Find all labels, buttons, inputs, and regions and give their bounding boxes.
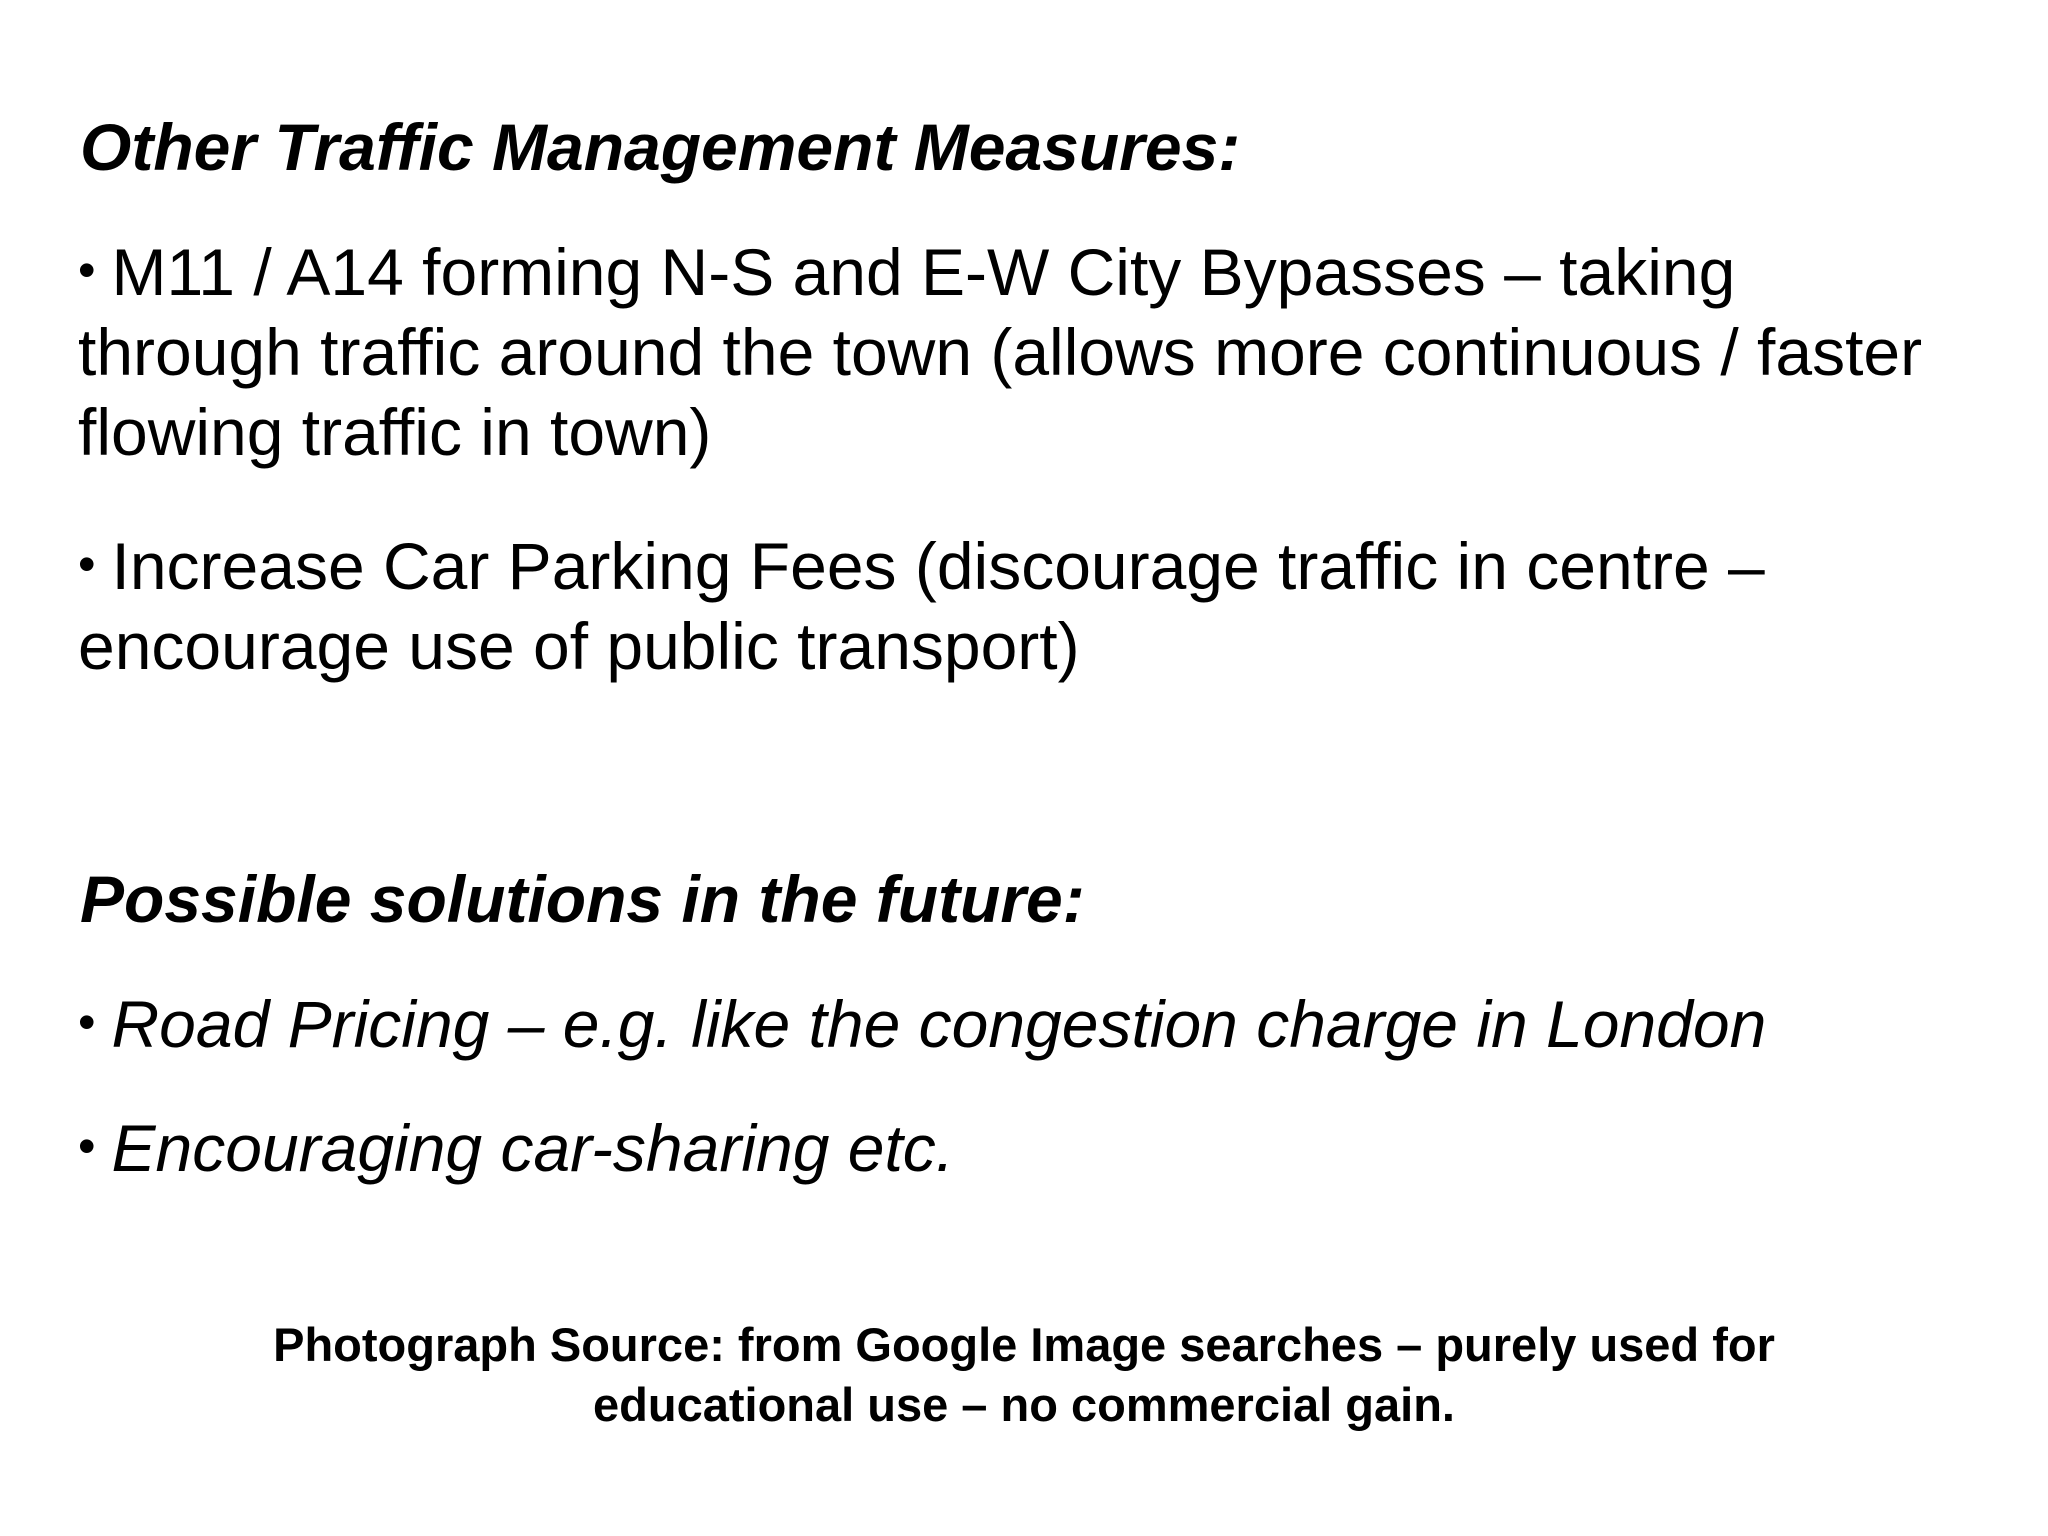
bullet-dot-icon: • bbox=[78, 994, 96, 1050]
photo-source-line-2: educational use – no commercial gain. bbox=[593, 1378, 1455, 1431]
section-heading-future-solutions: Possible solutions in the future: bbox=[80, 862, 1085, 936]
bullet-item-road-pricing bbox=[78, 982, 1958, 1064]
section-heading-traffic-measures: Other Traffic Management Measures: bbox=[80, 110, 1241, 184]
bullet-dot-icon: • bbox=[78, 1118, 96, 1174]
bullet-dot-icon: • bbox=[78, 242, 96, 298]
bullet-text: Increase Car Parking Fees (discourage traffic in centre – encourage use of public transport) bbox=[78, 529, 1765, 683]
bullet-dot-icon: • bbox=[78, 536, 96, 592]
bullet-text: M11 / A14 forming N-S and E-W City Bypasses – taking through traffic around the town (allows more continuous / faster flowing traffic in town) bbox=[78, 235, 1923, 469]
bullet-item-car-sharing bbox=[78, 1106, 1958, 1188]
bullet-item-bypasses bbox=[78, 230, 1958, 472]
bullet-item-parking-fees bbox=[78, 524, 1958, 686]
bullet-text: Road Pricing – e.g. like the congestion charge in London bbox=[111, 987, 1767, 1061]
photo-source-note bbox=[0, 1315, 2048, 1435]
photo-source-line-1: Photograph Source: from Google Image searches – purely used for bbox=[273, 1318, 1775, 1371]
bullet-text: Encouraging car-sharing etc. bbox=[111, 1111, 955, 1185]
